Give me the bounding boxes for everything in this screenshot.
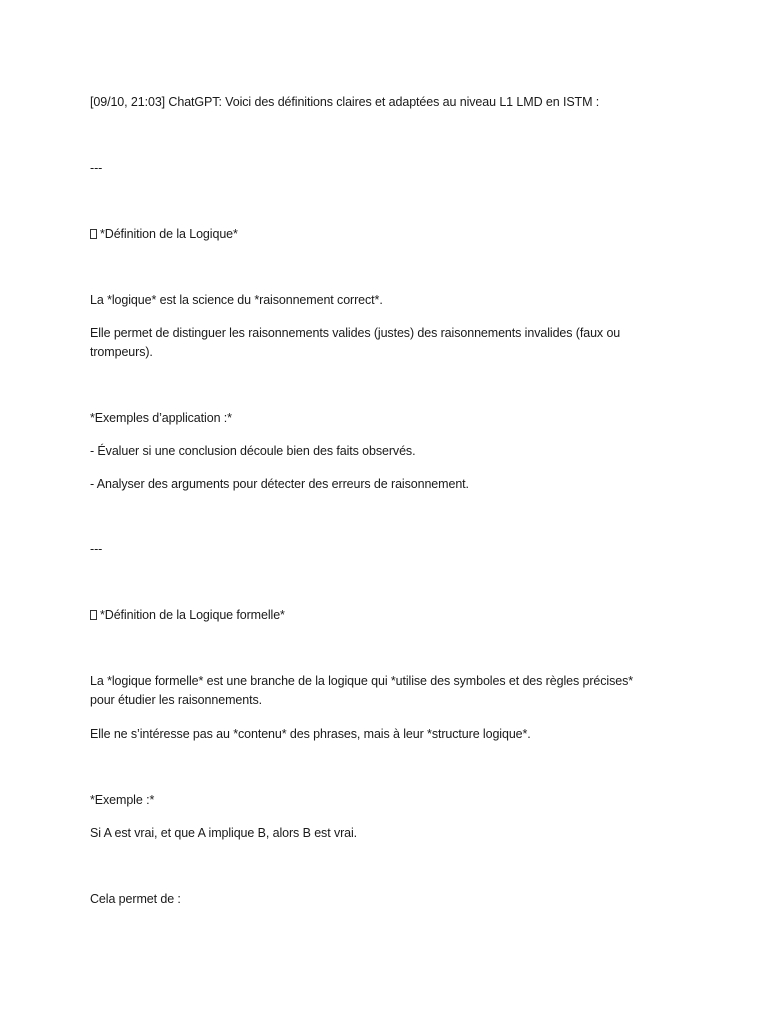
follow-up-line: Cela permet de : <box>90 892 181 906</box>
header-line: [09/10, 21:03] ChatGPT: Voici des définitions claires et adaptées au niveau L1 LMD en ISTM : <box>90 95 600 109</box>
definition-line: Elle ne s’intéresse pas au *contenu* des phrases, mais à leur *structure logique*. <box>90 727 531 741</box>
section-heading-text: *Définition de la Logique formelle* <box>100 608 285 622</box>
example-label: *Exemple :* <box>90 793 155 807</box>
examples-label: *Exemples d’application :* <box>90 411 232 425</box>
definition-paragraph: Elle permet de distinguer les raisonnements valides (justes) des raisonnements invalides (faux ou trompeurs). <box>90 326 621 359</box>
section-heading-logique-formelle <box>90 606 285 625</box>
example-text: Si A est vrai, et que A implique B, alors B est vrai. <box>90 826 358 840</box>
section-heading-logique <box>90 225 238 244</box>
separator: --- <box>90 542 103 556</box>
definition-line: La *logique* est la science du *raisonnement correct*. <box>90 293 383 307</box>
section-heading-text: *Définition de la Logique* <box>100 227 238 241</box>
example-item: - Analyser des arguments pour détecter des erreurs de raisonnement. <box>90 477 469 491</box>
definition-paragraph: La *logique formelle* est une branche de la logique qui *utilise des symboles et des règles précises* pour étudier les raisonnements. <box>90 674 634 707</box>
separator: --- <box>90 161 103 175</box>
example-item: - Évaluer si une conclusion découle bien des faits observés. <box>90 444 416 458</box>
missing-glyph-icon <box>90 610 97 620</box>
missing-glyph-icon <box>90 229 97 239</box>
